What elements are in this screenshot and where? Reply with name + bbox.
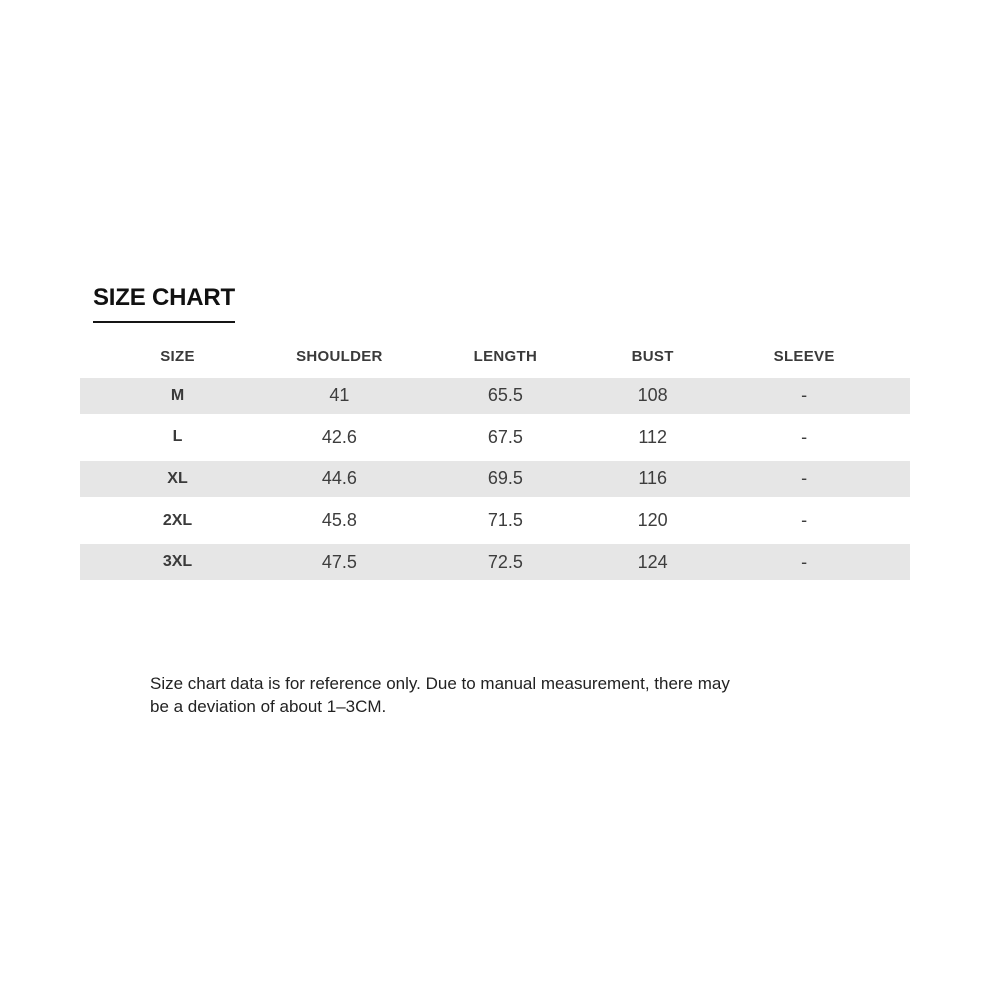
length-value: 67.5 — [487, 426, 523, 447]
column-header-size: SIZE — [160, 348, 195, 365]
page-title: SIZE CHART — [93, 284, 235, 323]
length-value: 69.5 — [487, 468, 523, 489]
bust-value: 112 — [638, 426, 668, 447]
column-header-shoulder: SHOULDER — [296, 348, 383, 365]
shoulder-value: 47.5 — [321, 551, 357, 572]
sleeve-value: - — [801, 551, 808, 572]
shoulder-value: 44.6 — [321, 468, 357, 489]
size-table — [80, 338, 910, 583]
table-row-xl — [80, 458, 910, 500]
table-row-3xl — [80, 541, 910, 583]
table-row-2xl — [80, 500, 910, 542]
shoulder-value: 41 — [329, 385, 350, 406]
size-label: M — [170, 386, 185, 404]
sleeve-value: - — [801, 426, 808, 447]
note-line-1: Size chart data is for reference only. Due to manual measurement, there may — [150, 674, 730, 693]
bust-value: 124 — [637, 551, 668, 572]
length-value: 72.5 — [487, 551, 523, 572]
table-row-m — [80, 375, 910, 417]
shoulder-value: 45.8 — [321, 510, 357, 531]
size-label: 2XL — [162, 511, 193, 529]
sleeve-value: - — [801, 385, 808, 406]
bust-value: 116 — [638, 468, 668, 489]
table-header-row — [80, 338, 910, 375]
length-value: 65.5 — [487, 385, 523, 406]
measurement-note — [150, 672, 730, 718]
size-label: XL — [167, 469, 188, 487]
length-value: 71.5 — [487, 510, 523, 531]
bust-value: 120 — [637, 510, 668, 531]
column-header-sleeve: SLEEVE — [773, 348, 835, 365]
sleeve-value: - — [801, 468, 808, 489]
size-label: 3XL — [162, 553, 193, 571]
column-header-bust: BUST — [631, 348, 674, 365]
shoulder-value: 42.6 — [321, 426, 357, 447]
bust-value: 108 — [637, 385, 668, 406]
sleeve-value: - — [801, 510, 808, 531]
size-label: L — [172, 428, 183, 446]
note-line-2: be a deviation of about 1–3CM. — [150, 697, 387, 716]
column-header-length: LENGTH — [473, 348, 538, 365]
table-row-l — [80, 417, 910, 459]
